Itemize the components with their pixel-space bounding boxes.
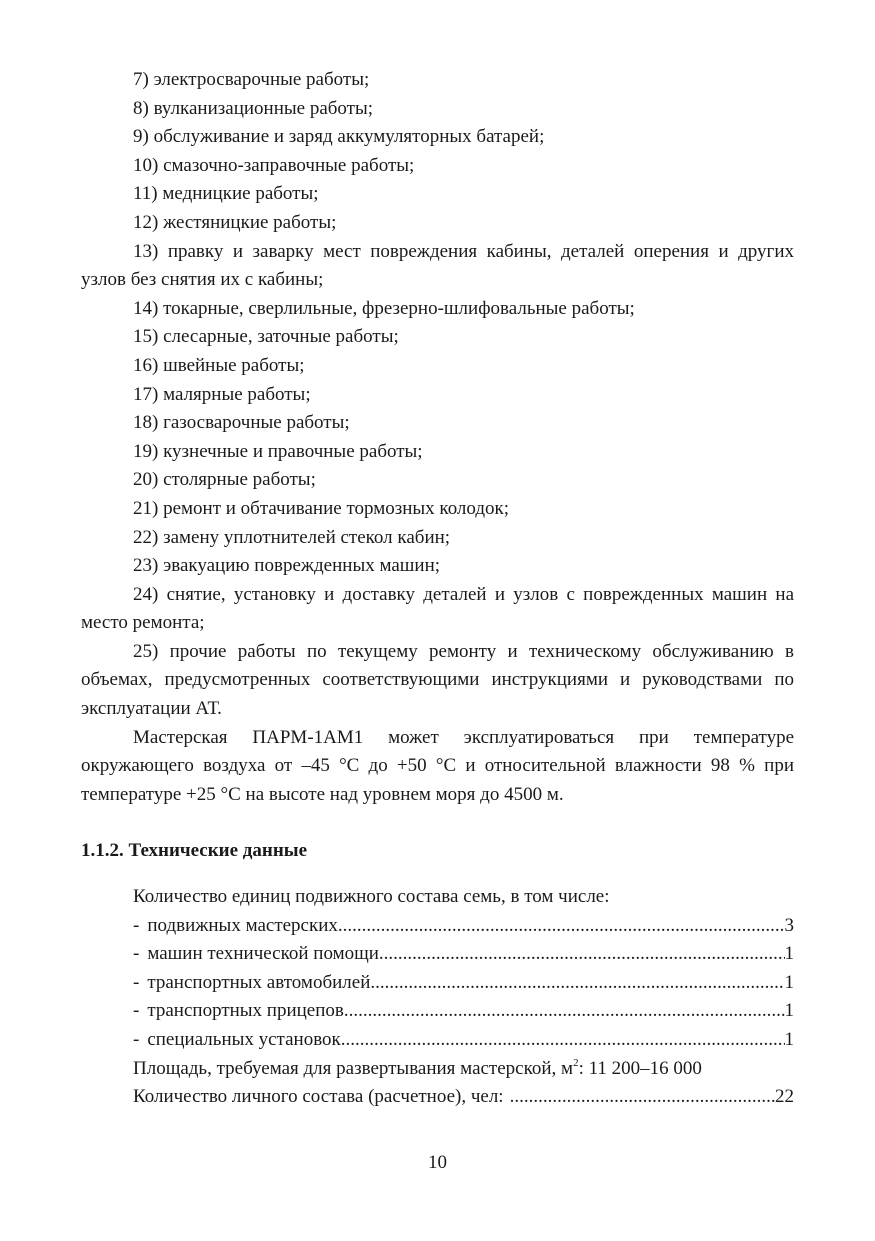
list-item: 12) жестяницкие работы; [133, 211, 337, 233]
dash-bullet: - [133, 914, 140, 936]
spec-label: специальных установок [147, 1028, 341, 1050]
list-item: 24) снятие, установку и доставку деталей и узлов с поврежденных машин на место ремонта; [81, 583, 794, 634]
list-item: 11) медницкие работы; [133, 183, 319, 205]
spec-row [133, 969, 794, 998]
list-item: 15) слесарные, заточные работы; [133, 326, 399, 348]
spec-value: 1 [784, 1028, 794, 1050]
area-row [133, 1055, 794, 1084]
list-item: 19) кузнечные и правочные работы; [133, 440, 423, 462]
list-item: 25) прочие работы по текущему ремонту и техническому обслуживанию в объемах, предусмотренных соответствующими инструкциями и руководствами по эксплуатации АТ. [81, 640, 794, 720]
area-unit-superscript: 2 [573, 1056, 579, 1069]
page-number: 10 [428, 1152, 447, 1173]
list-item: 18) газосварочные работы; [133, 412, 350, 434]
spec-label: транспортных автомобилей [147, 971, 371, 993]
spec-value: 1 [784, 943, 794, 965]
spec-row [133, 997, 794, 1026]
list-item: 23) эвакуацию поврежденных машин; [133, 555, 441, 577]
dash-bullet: - [133, 1000, 140, 1022]
dash-bullet: - [133, 943, 140, 965]
body-text [81, 66, 794, 809]
dot-leader [341, 1026, 785, 1055]
spec-row [133, 912, 794, 941]
section-heading: 1.1.2. Технические данные [81, 840, 308, 861]
list-item: 20) столярные работы; [133, 469, 316, 491]
list-item: 13) правку и заварку мест повреждения кабины, деталей оперения и других узлов без снятия их с кабины; [81, 240, 794, 291]
list-item: 16) швейные работы; [133, 354, 305, 376]
spec-value: 1 [784, 1000, 794, 1022]
spec-label: подвижных мастерских [147, 914, 338, 936]
area-label: Площадь, требуемая для развертывания мастерской, м [133, 1057, 574, 1079]
spec-label: машин технической помощи [147, 943, 379, 965]
dot-leader [338, 912, 785, 941]
spec-label: транспортных прицепов [147, 1000, 344, 1022]
list-item: 8) вулканизационные работы; [133, 97, 374, 119]
spec-value: 1 [784, 971, 794, 993]
list-item: 14) токарные, сверлильные, фрезерно-шлифовальные работы; [133, 297, 635, 319]
spec-value: 3 [784, 914, 794, 936]
dot-leader [370, 969, 784, 998]
dot-leader [379, 940, 785, 969]
personnel-label: Количество личного состава (расчетное), чел: [133, 1086, 504, 1108]
area-value: : 11 200–16 000 [578, 1057, 702, 1079]
units-intro: Количество единиц подвижного состава семь, в том числе: [133, 886, 610, 907]
personnel-value: 22 [775, 1086, 794, 1108]
list-item: 22) замену уплотнителей стекол кабин; [133, 526, 451, 548]
list-item: 7) электросварочные работы; [133, 69, 370, 90]
list-item: 21) ремонт и обтачивание тормозных колодок; [133, 497, 510, 519]
personnel-row [133, 1083, 794, 1112]
dot-leader [344, 997, 785, 1026]
list-item: 9) обслуживание и заряд аккумуляторных батарей; [133, 126, 545, 148]
list-item: 17) малярные работы; [133, 383, 311, 405]
spec-row [133, 940, 794, 969]
spec-row [133, 1026, 794, 1055]
dot-leader [504, 1083, 775, 1112]
dash-bullet: - [133, 1028, 140, 1050]
technical-data [133, 883, 794, 1112]
operating-conditions-paragraph: Мастерская ПАРМ-1АМ1 может эксплуатироваться при температуре окружающего воздуха от –45 °С до +50 °С и относительной влажности 98 % при температуре +25 °С на высоте над уровнем моря до 4500 м. [81, 726, 794, 805]
list-item: 10) смазочно-заправочные работы; [133, 154, 415, 176]
dash-bullet: - [133, 971, 140, 993]
